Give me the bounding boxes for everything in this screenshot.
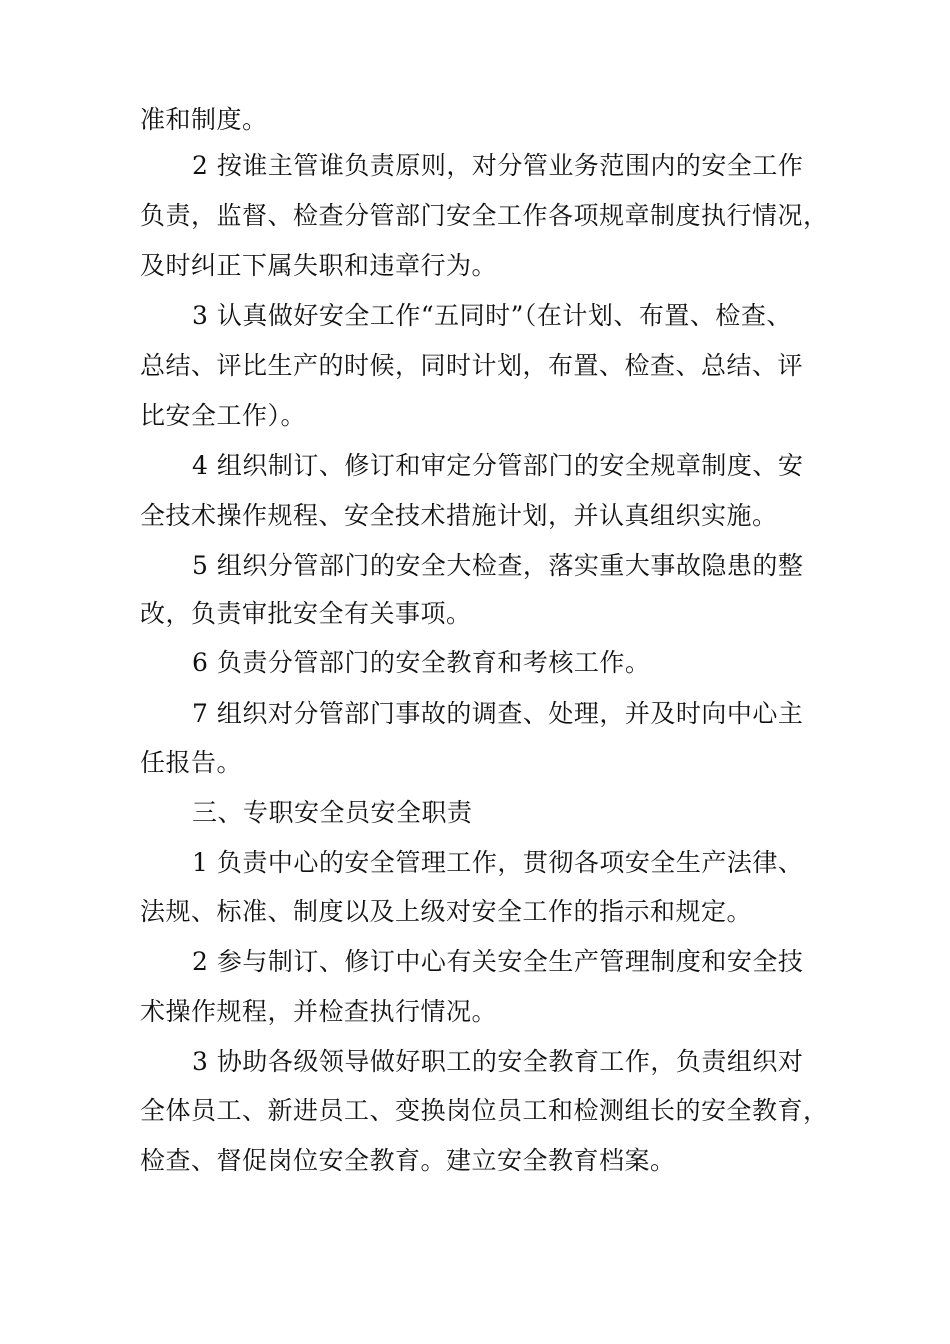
text-line: 术操作规程，并检查执行情况。 bbox=[140, 997, 498, 1026]
text-line: 全体员工、新进员工、变换岗位员工和检测组长的安全教育， bbox=[140, 1096, 829, 1125]
text-line: 6 负责分管部门的安全教育和考核工作。 bbox=[192, 648, 651, 677]
text-line: 2 参与制订、修订中心有关安全生产管理制度和安全技 bbox=[192, 947, 804, 976]
text-line: 任报告。 bbox=[140, 748, 243, 777]
text-line: 4 组织制订、修订和审定分管部门的安全规章制度、安 bbox=[192, 451, 804, 480]
text-line: 3 认真做好安全工作“五同时”（在计划、布置、检查、 bbox=[192, 301, 792, 330]
text-line: 5 组织分管部门的安全大检查，落实重大事故隐患的整 bbox=[192, 551, 804, 580]
text-line: 全技术操作规程、安全技术措施计划，并认真组织实施。 bbox=[140, 501, 778, 530]
text-line: 检查、督促岗位安全教育。建立安全教育档案。 bbox=[140, 1146, 676, 1175]
text-line: 负责，监督、检查分管部门安全工作各项规章制度执行情况， bbox=[140, 201, 829, 230]
text-line: 法规、标准、制度以及上级对安全工作的指示和规定。 bbox=[140, 897, 753, 926]
text-line: 1 负责中心的安全管理工作，贯彻各项安全生产法律、 bbox=[192, 848, 804, 877]
text-line: 2 按谁主管谁负责原则，对分管业务范围内的安全工作 bbox=[192, 151, 804, 180]
text-line: 比安全工作）。 bbox=[140, 401, 307, 430]
text-line: 及时纠正下属失职和违章行为。 bbox=[140, 251, 498, 280]
text-line: 3 协助各级领导做好职工的安全教育工作，负责组织对 bbox=[192, 1047, 804, 1076]
text-line: 总结、评比生产的时候，同时计划，布置、检查、总结、评 bbox=[140, 351, 804, 380]
text-line: 7 组织对分管部门事故的调查、处理，并及时向中心主 bbox=[192, 699, 804, 728]
text-line: 改，负责审批安全有关事项。 bbox=[140, 599, 472, 628]
text-line: 准和制度。 bbox=[140, 105, 268, 134]
section-heading: 三、专职安全员安全职责 bbox=[192, 798, 473, 827]
